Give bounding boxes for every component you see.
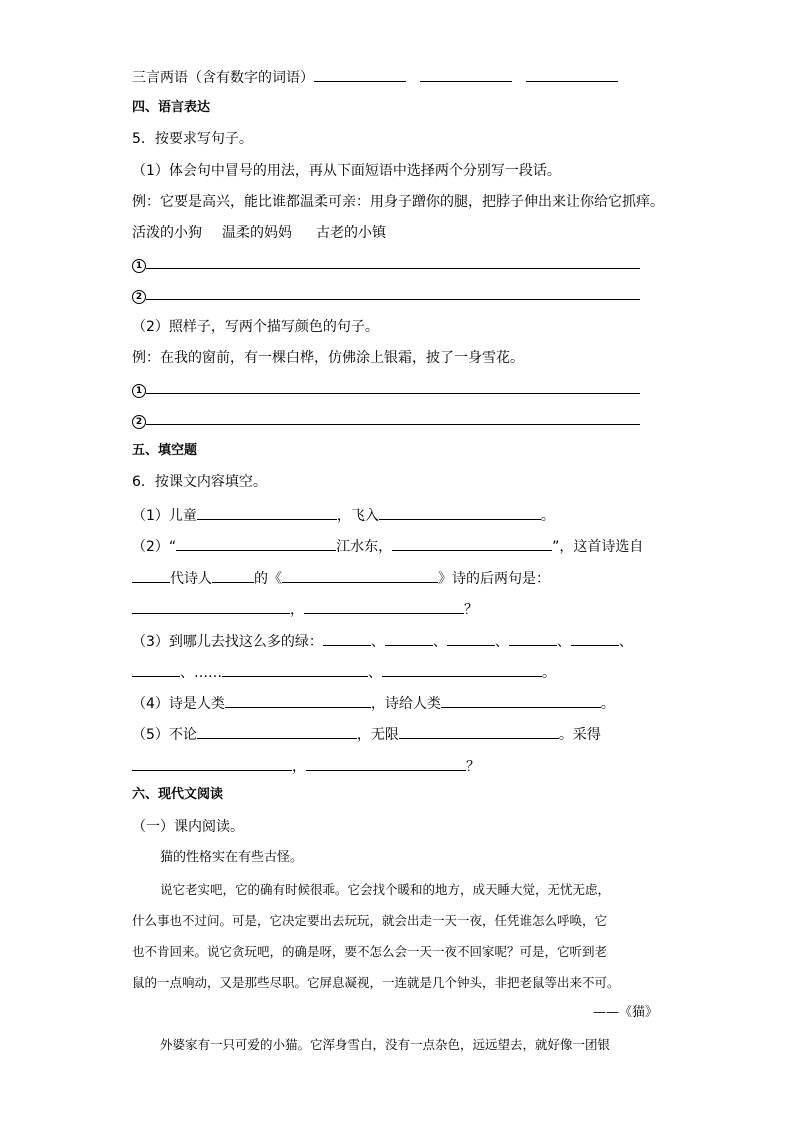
passage-line: 说它老实吧，它的确有时候很乖。它会找个暖和的地方，成天睡大觉，无忧无虑， [160,882,611,897]
answer-blank[interactable] [509,631,557,646]
passage-source: ——《猫》 [592,1005,658,1020]
text: （5）不论 [132,727,197,743]
answer-blank[interactable] [212,568,254,583]
text: …… [194,665,222,681]
question-stem: 5．按要求写句子。 [132,131,253,147]
answer-blank[interactable] [282,568,438,583]
answer-blank[interactable] [304,599,464,614]
text: ”，这首诗选自 [552,539,644,555]
fill-line [132,631,633,652]
text: 代诗人 [170,571,212,587]
text: ， [292,759,306,775]
answer-blank[interactable] [132,599,290,614]
answer-blank[interactable] [225,693,371,708]
text: ，无限 [356,727,399,743]
answer-blank[interactable] [571,631,619,646]
circled-number: 1 [132,384,146,398]
answer-blank[interactable] [385,631,433,646]
fill-line [132,536,643,557]
answer-blank[interactable] [379,505,541,520]
text: （2）“ [132,539,177,555]
answer-blank[interactable] [441,693,601,708]
text: 、 [556,634,571,650]
reading-subtitle: （一）课内阅读。 [132,819,244,835]
answer-line[interactable] [146,424,640,425]
passage-line: 鼠的一点响动，又是那些尽职。它屏息凝视，一连就是几个钟头，非把老鼠等出来不可。 [132,975,620,990]
phrase-list [132,223,386,243]
answer-blank[interactable] [447,631,495,646]
text: ，飞入 [336,508,379,524]
text: ？ [464,602,478,618]
text: 、 [494,634,509,650]
answer-blank[interactable] [382,662,542,677]
answer-blank[interactable] [420,67,512,82]
fill-line [132,505,555,526]
circled-number: 1 [132,259,146,273]
text: 、 [618,634,633,650]
text: 、 [368,665,382,681]
answer-blank[interactable] [314,67,406,82]
text: 江水东， [336,539,393,555]
fill-line [132,693,615,714]
text: 、 [432,634,447,650]
fill-line [132,756,480,777]
text: ， [290,602,304,618]
fill-line [132,724,601,745]
text: ？ [466,759,480,775]
circled-number: 2 [132,415,146,429]
answer-line[interactable] [146,299,640,300]
text: 。 [600,696,615,712]
fill-line [132,599,478,620]
answer-number [132,412,148,432]
text: ，诗给人类 [370,696,441,712]
sub-question: （2）照样子，写两个描写颜色的句子。 [132,319,379,335]
answer-blank[interactable] [526,67,618,82]
idiom-label: 三言两语（含有数字的词语） [132,70,314,86]
answer-blank[interactable] [176,536,336,551]
text: （4）诗是人类 [132,696,225,712]
section-title: 四、语言表达 [132,100,211,115]
section-title: 五、填空题 [132,443,198,458]
phrase: 古老的小镇 [316,225,386,241]
answer-number [132,381,148,401]
fill-line [132,662,556,683]
passage-line: 什么事也不过问。可是，它决定要出去玩玩，就会出走一天一夜，任凭谁怎么呼唤，它 [132,913,608,928]
section-title: 六、现代文阅读 [132,787,224,802]
answer-blank[interactable] [399,724,559,739]
circled-number: 2 [132,290,146,304]
example-sentence: 例：它要是高兴，能比谁都温柔可亲：用身子蹭你的腿，把脖子伸出来让你给它抓痒。 [132,194,664,210]
text: 。采得 [558,727,601,743]
answer-line[interactable] [146,393,640,394]
text: 》诗的后两句是： [438,571,550,587]
phrase: 活泼的小狗 [132,225,202,241]
text: 、 [180,665,194,681]
answer-blank[interactable] [132,568,170,583]
example-sentence: 例：在我的窗前，有一棵白桦，仿佛涂上银霜，披了一身雪花。 [132,350,524,366]
phrase: 温柔的妈妈 [222,225,292,241]
answer-line[interactable] [146,268,640,269]
answer-blank[interactable] [197,724,357,739]
answer-blank[interactable] [132,662,180,677]
text: 、 [370,634,385,650]
text: 的《 [254,571,282,587]
passage-line: 猫的性格实在有些古怪。 [160,850,304,865]
question-stem: 6．按课文内容填空。 [132,474,267,490]
answer-blank[interactable] [323,631,371,646]
answer-blank[interactable] [392,536,552,551]
sub-question: （1）体会句中冒号的用法，再从下面短语中选择两个分别写一段话。 [132,163,561,179]
passage-line: 也不肯回来。说它贪玩吧，的确是呀，要不怎么会一天一夜不回家呢？可是，它听到老 [132,944,608,959]
answer-number [132,256,148,276]
fill-line [132,568,550,589]
answer-number [132,287,148,307]
idiom-line [132,67,618,88]
text: 。 [542,665,556,681]
text: （1）儿童 [132,508,197,524]
answer-blank[interactable] [197,505,337,520]
answer-blank[interactable] [306,756,466,771]
text: 。 [540,508,555,524]
answer-blank[interactable] [132,756,292,771]
text: （3）到哪儿去找这么多的绿： [132,634,323,650]
answer-blank[interactable] [222,662,368,677]
passage-line: 外婆家有一只可爱的小猫。它浑身雪白，没有一点杂色，远远望去，就好像一团银 [160,1037,611,1052]
